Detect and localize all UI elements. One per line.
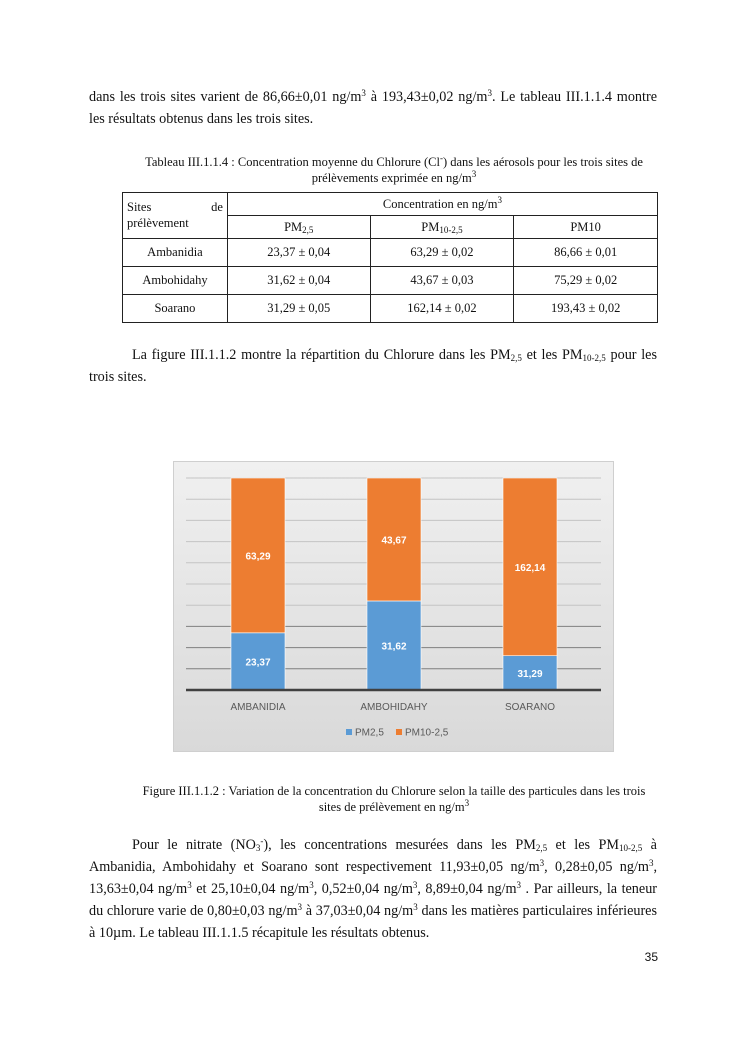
sites-header-word3: prélèvement bbox=[127, 216, 189, 230]
nitrate-text: , 8,89±0,04 ng/m bbox=[417, 881, 517, 897]
pm1025-header-cell bbox=[370, 216, 514, 239]
chloride-table bbox=[122, 192, 658, 323]
nitrate-text: , 13,63±0,04 ng/m bbox=[89, 859, 657, 897]
data-label-pm1025: 43,67 bbox=[381, 535, 407, 547]
superscript: 3 bbox=[413, 902, 418, 912]
subscript: 10-2,5 bbox=[618, 843, 643, 853]
legend-swatch bbox=[346, 729, 352, 735]
table-row bbox=[123, 295, 658, 323]
subscript: 10-2,5 bbox=[582, 353, 606, 363]
superscript: 3 bbox=[516, 880, 522, 890]
site-cell: Soarano bbox=[123, 295, 228, 323]
concentration-header-cell bbox=[227, 193, 657, 216]
intro-paragraph bbox=[89, 86, 657, 130]
table-header-row bbox=[123, 193, 658, 216]
pm10-cell: 193,43 ± 0,02 bbox=[514, 295, 658, 323]
pm25-cell: 31,29 ± 0,05 bbox=[227, 295, 370, 323]
pm25-header-base: PM bbox=[284, 219, 303, 234]
nitrate-text: et les PM bbox=[547, 837, 619, 853]
superscript: 3 bbox=[487, 88, 492, 98]
superscript: 3 bbox=[648, 858, 654, 868]
nitrate-text: . Par ailleurs, la teneur du chlorure varie de 0,80±0,03 ng/m bbox=[89, 881, 658, 919]
pm10-cell: 86,66 ± 0,01 bbox=[514, 239, 658, 267]
nitrate-text: , 0,28±0,05 ng/m bbox=[544, 859, 649, 875]
sites-header-cell bbox=[123, 193, 228, 239]
concentration-header-text: Concentration en ng/m bbox=[382, 196, 498, 211]
legend-swatch bbox=[396, 729, 402, 735]
superscript: 3 bbox=[297, 902, 302, 912]
subscript: 2,5 bbox=[510, 353, 522, 363]
intro-text-2: à 193,43±0,02 ng/m bbox=[365, 89, 488, 105]
nitrate-text: et 25,10±0,04 ng/m bbox=[191, 881, 310, 897]
legend-label: PM2,5 bbox=[355, 727, 384, 739]
superscript: 3 bbox=[464, 798, 470, 808]
nitrate-text: à 37,03±0,04 ng/m bbox=[302, 903, 414, 919]
sites-header-word1: Sites bbox=[127, 200, 152, 214]
page-number: 35 bbox=[644, 950, 658, 964]
category-label: AMBOHIDAHY bbox=[360, 702, 428, 713]
subscript: 2,5 bbox=[535, 843, 548, 853]
subscript: 2,5 bbox=[302, 224, 314, 235]
nitrate-paragraph bbox=[89, 834, 657, 944]
chart-svg bbox=[174, 462, 613, 751]
figure-intro-text-2: et les PM bbox=[521, 347, 583, 363]
table-row bbox=[123, 267, 658, 295]
figure-caption bbox=[134, 783, 654, 815]
superscript: - bbox=[439, 153, 443, 163]
pm25-cell: 23,37 ± 0,04 bbox=[227, 239, 370, 267]
superscript: 3 bbox=[471, 169, 477, 179]
nitrate-text: ), les concentrations mesurées dans les PM bbox=[263, 837, 536, 853]
data-label-pm25: 31,29 bbox=[517, 668, 543, 680]
nitrate-text: Pour le nitrate (NO bbox=[132, 837, 256, 853]
pm25-header-cell bbox=[227, 216, 370, 239]
data-label-pm25: 23,37 bbox=[245, 657, 271, 669]
table-caption bbox=[138, 154, 650, 186]
site-cell: Ambanidia bbox=[123, 239, 228, 267]
nitrate-text: , 0,52±0,04 ng/m bbox=[313, 881, 413, 897]
pm1025-header-base: PM bbox=[421, 219, 440, 234]
superscript: 3 bbox=[187, 880, 192, 890]
sites-header-word2: de bbox=[211, 200, 223, 214]
pm25-cell: 31,62 ± 0,04 bbox=[227, 267, 370, 295]
superscript: 3 bbox=[309, 880, 314, 890]
nitrate-text: à Ambanidia, Ambohidahy et Soarano sont respectivement 11,93±0,05 ng/m bbox=[89, 837, 657, 875]
chart-category-labels bbox=[230, 702, 555, 713]
superscript: 3 bbox=[539, 858, 545, 868]
pm10-header-cell: PM10 bbox=[514, 216, 658, 239]
intro-text-1: dans les trois sites varient de 86,66±0,01 ng/m bbox=[89, 89, 362, 105]
figure-intro-text-3: pour les trois sites. bbox=[89, 347, 657, 385]
superscript: - bbox=[260, 836, 264, 846]
data-label-pm1025: 63,29 bbox=[245, 551, 271, 563]
pm1025-cell: 162,14 ± 0,02 bbox=[370, 295, 514, 323]
data-label-pm25: 31,62 bbox=[381, 641, 407, 653]
superscript: 3 bbox=[497, 194, 502, 205]
subscript: 3 bbox=[255, 843, 261, 853]
chart-bars bbox=[231, 478, 557, 690]
figure-caption-text: Figure III.1.1.2 : Variation de la concentration du Chlorure selon la taille des particules dans les trois sites de prélèvement en ng/m bbox=[142, 784, 646, 814]
figure-intro-text-1: La figure III.1.1.2 montre la répartition du Chlorure dans les PM bbox=[132, 347, 511, 363]
figure-intro-paragraph bbox=[89, 344, 657, 388]
intro-text-3: . Le tableau III.1.1.4 montre les résultats obtenus dans les trois sites. bbox=[89, 89, 657, 127]
table-caption-part2: ) dans les aérosols pour les trois sites de prélèvements exprimée en ng/m bbox=[311, 155, 643, 185]
superscript: 3 bbox=[361, 88, 366, 98]
site-cell: Ambohidahy bbox=[123, 267, 228, 295]
pm1025-cell: 43,67 ± 0,03 bbox=[370, 267, 514, 295]
nitrate-text: dans les matières particulaires inférieures à 10µm. Le tableau III.1.1.5 récapitule les résultats obtenus. bbox=[89, 903, 658, 941]
superscript: 3 bbox=[412, 880, 418, 890]
pm10-cell: 75,29 ± 0,02 bbox=[514, 267, 658, 295]
table-row bbox=[123, 239, 658, 267]
legend-label: PM10-2,5 bbox=[405, 727, 449, 739]
data-label-pm1025: 162,14 bbox=[514, 562, 546, 574]
category-label: SOARANO bbox=[504, 702, 556, 713]
category-label: AMBANIDIA bbox=[230, 702, 286, 713]
subscript: 10-2,5 bbox=[439, 224, 463, 235]
pm1025-cell: 63,29 ± 0,02 bbox=[370, 239, 514, 267]
chloride-chart bbox=[173, 461, 614, 752]
table-caption-part1: Tableau III.1.1.4 : Concentration moyenne du Chlorure (Cl bbox=[145, 155, 440, 169]
